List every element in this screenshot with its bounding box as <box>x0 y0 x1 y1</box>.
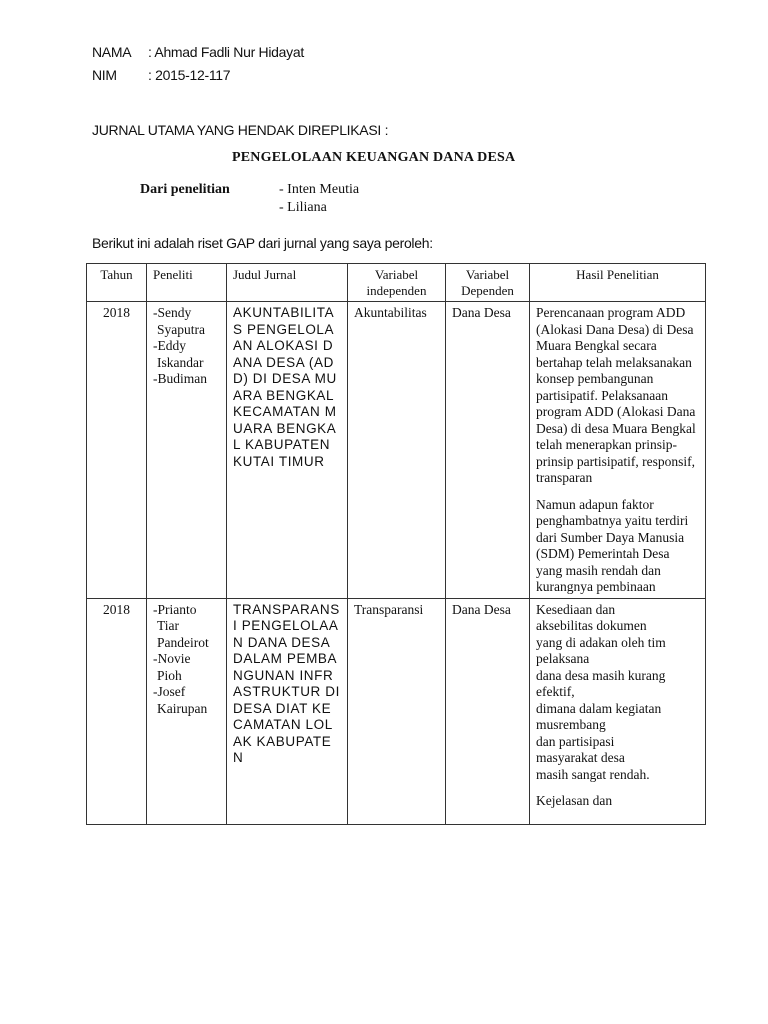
peneliti-line: Pioh <box>157 667 182 683</box>
hasil-line: masyarakat desa <box>536 750 625 765</box>
cell-judul-jurnal: TRANSPARANSI PENGELOLAAN DANA DESA DALAM PEMBANGUNAN INFRASTRUKTUR DI DESA DIAT KECAMATAN LOLAK KABUPATEN <box>227 598 348 824</box>
peneliti-line: -Budiman <box>153 371 207 386</box>
cell-variabel-independen: Akuntabilitas <box>348 302 446 599</box>
header-variabel-independen: Variabel independen <box>348 264 446 302</box>
hasil-line: dana desa masih kurang <box>536 667 666 683</box>
cell-hasil-penelitian <box>530 302 706 599</box>
peneliti-line: Syaputra <box>157 321 205 337</box>
hasil-line: yang di adakan oleh tim <box>536 634 666 650</box>
nama-value: : Ahmad Fadli Nur Hidayat <box>148 44 304 60</box>
header-judul-jurnal: Judul Jurnal <box>227 264 348 302</box>
research-gap-table <box>86 263 706 825</box>
hasil-paragraph: Namun adapun faktor penghambatnya yaitu terdiri dari Sumber Daya Manusia (SDM) Pemerintah Desa yang masih rendah dan kurangnya pembinaan <box>536 496 689 594</box>
cell-peneliti <box>147 598 227 824</box>
nim-value: : 2015-12-117 <box>148 67 231 83</box>
hasil-paragraph: Perencanaan program ADD (Alokasi Dana Desa) di Desa Muara Bengkal secara bertahap telah melaksanakan konsep pembangunan partisipatif. Pelaksanaan program ADD (Alokasi Dana Desa) di desa Muara Bengkal telah menerapkan prinsip-prinsip partisipatif, responsif, transparan <box>536 305 696 485</box>
nim-label: NIM <box>92 67 117 83</box>
peneliti-line: -Eddy <box>153 338 186 353</box>
peneliti-line: -Josef <box>153 684 186 699</box>
hasil-paragraph: Kejelasan dan <box>536 793 613 808</box>
peneliti-line: Pandeirot <box>157 634 209 650</box>
nama-label: NAMA <box>92 44 132 60</box>
peneliti-line: -Prianto <box>153 601 197 617</box>
author-item: - Inten Meutia <box>279 182 360 197</box>
cell-tahun: 2018 <box>87 302 147 599</box>
jurnal-utama-heading: JURNAL UTAMA YANG HENDAK DIREPLIKASI : <box>92 122 389 138</box>
hasil-line: dimana dalam kegiatan <box>536 700 662 716</box>
hasil-line: dan partisipasi <box>536 733 615 749</box>
header-tahun: Tahun <box>87 264 147 302</box>
cell-judul-jurnal: AKUNTABILITAS PENGELOLAAN ALOKASI DANA DESA (ADD) DI DESA MUARA BENGKAL KECAMATAN MUARA BENGKAL KABUPATEN KUTAI TIMUR <box>227 302 348 599</box>
cell-variabel-independen: Transparansi <box>348 598 446 824</box>
header-variabel-dependen: Variabel Dependen <box>446 264 530 302</box>
hasil-line: Kesediaan dan <box>536 601 616 617</box>
dari-penelitian-label: Dari penelitian <box>140 182 230 197</box>
cell-peneliti <box>147 302 227 599</box>
author-item: - Liliana <box>279 200 327 215</box>
table-row <box>87 598 706 824</box>
cell-variabel-dependen: Dana Desa <box>446 598 530 824</box>
gap-sentence: Berikut ini adalah riset GAP dari jurnal yang saya peroleh: <box>92 235 433 251</box>
header-peneliti: Peneliti <box>147 264 227 302</box>
peneliti-line: -Sendy <box>153 305 192 320</box>
table-row <box>87 302 706 599</box>
hasil-line: masih sangat rendah. <box>536 766 650 782</box>
table-header-row <box>87 264 706 302</box>
peneliti-line: -Novie <box>153 651 191 666</box>
cell-variabel-dependen: Dana Desa <box>446 302 530 599</box>
hasil-line: efektif, <box>536 684 575 699</box>
hasil-line: pelaksana <box>536 651 590 666</box>
cell-hasil-penelitian <box>530 598 706 824</box>
hasil-line: musrembang <box>536 717 606 732</box>
peneliti-line: Kairupan <box>157 700 208 716</box>
header-hasil-penelitian: Hasil Penelitian <box>530 264 706 302</box>
hasil-line: aksebilitas dokumen <box>536 618 647 633</box>
peneliti-line: Iskandar <box>157 354 204 370</box>
peneliti-line: Tiar <box>157 618 180 633</box>
journal-title: PENGELOLAAN KEUANGAN DANA DESA <box>232 150 516 165</box>
cell-tahun: 2018 <box>87 598 147 824</box>
